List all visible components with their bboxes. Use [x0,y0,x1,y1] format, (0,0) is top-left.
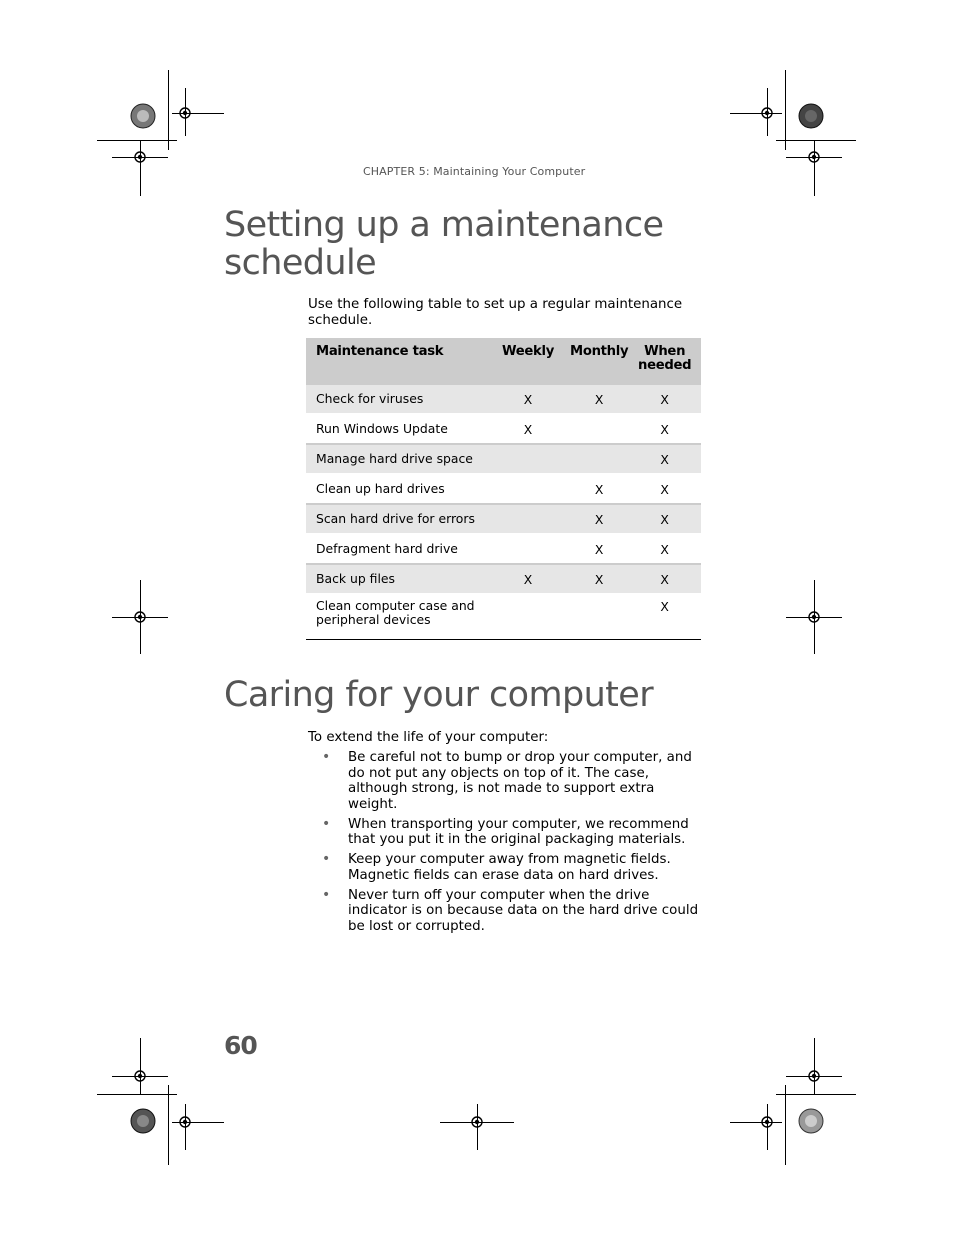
weekly-cell: X [486,564,570,594]
weekly-cell [486,444,570,474]
monthly-cell: X [570,534,628,564]
monthly-cell [570,594,628,640]
when-needed-cell: X [628,414,701,444]
crop-line [785,1085,786,1165]
header-when-needed [628,338,701,385]
registration-mark-icon [178,1115,192,1129]
weekly-cell [486,594,570,640]
header-when-line: needed [637,358,692,373]
crop-line [168,1085,169,1165]
task-cell: Clean up hard drives [306,474,486,504]
crop-line [776,140,856,141]
section-title-line: Setting up a maintenance [224,205,664,245]
table-row [306,474,701,504]
task-cell [306,594,486,640]
monthly-cell: X [570,385,628,414]
table-row [306,385,701,414]
task-cell: Defragment hard drive [306,534,486,564]
task-cell: Manage hard drive space [306,444,486,474]
monthly-cell [570,444,628,474]
weekly-cell [486,474,570,504]
bullet-icon: • [322,749,331,765]
care-tips-list [308,750,703,939]
section-intro: To extend the life of your computer: [308,730,549,745]
crop-line [97,1094,177,1095]
when-needed-cell: X [628,444,701,474]
registration-mark-icon [760,106,774,120]
crop-line [785,70,786,150]
weekly-cell: X [486,414,570,444]
color-bar-star-icon [130,103,156,129]
registration-mark-icon [178,106,192,120]
task-line: peripheral devices [316,612,431,627]
table-row [306,594,701,640]
header-monthly: Monthly [570,338,628,385]
bullet-icon: • [322,851,331,867]
bullet-icon: • [322,886,331,903]
crop-line [776,1094,856,1095]
monthly-cell [570,414,628,444]
header-when-line: When [644,344,686,359]
monthly-cell: X [570,504,628,534]
registration-mark-icon [807,1069,821,1083]
task-cell: Back up files [306,564,486,594]
color-bar-star-icon [798,103,824,129]
registration-mark-icon [760,1115,774,1129]
list-item-text: Keep your computer away from magnetic fields. Magnetic fields can erase data on hard drives. [348,852,671,883]
color-bar-star-icon [130,1108,156,1134]
table-row [306,564,701,594]
color-bar-star-icon [798,1108,824,1134]
crop-line [814,140,815,196]
when-needed-cell: X [628,534,701,564]
bullet-icon: • [322,815,331,832]
registration-mark-icon [133,150,147,164]
when-needed-cell: X [628,504,701,534]
list-item [308,817,703,848]
task-cell: Check for viruses [306,385,486,414]
table-row [306,444,701,474]
monthly-cell: X [570,474,628,504]
crop-line [140,140,141,196]
section-title-schedule [224,206,724,282]
crop-line [730,1122,782,1123]
header-maintenance-task: Maintenance task [306,338,486,385]
list-item-text: Be careful not to bump or drop your computer, and do not put any objects on top of it. The case, although strong, is not made to support extra weight. [348,750,692,812]
weekly-cell: X [486,385,570,414]
registration-mark-icon [807,150,821,164]
crop-line [168,70,169,150]
crop-line [97,140,177,141]
crop-line [730,113,782,114]
weekly-cell [486,534,570,564]
registration-mark-icon [133,1069,147,1083]
table-header-row [306,338,701,385]
section-title-caring: Caring for your computer [224,675,653,715]
list-item-text: When transporting your computer, we recommend that you put it in the original packaging materials. [348,816,689,847]
crop-line [814,1038,815,1094]
page-number: 60 [224,1031,257,1060]
registration-mark-icon [470,1115,484,1129]
list-item [308,750,703,812]
registration-mark-icon [807,610,821,624]
maintenance-schedule-table [306,338,701,640]
monthly-cell: X [570,564,628,594]
running-head: CHAPTER 5: Maintaining Your Computer [363,165,586,178]
list-item [308,852,703,883]
table-row [306,414,701,444]
when-needed-cell: X [628,594,701,640]
task-cell: Scan hard drive for errors [306,504,486,534]
list-item-text: Never turn off your computer when the drive indicator is on because data on the hard drive could be lost or corrupted. [348,887,699,934]
table-row [306,534,701,564]
registration-mark-icon [133,610,147,624]
header-weekly: Weekly [486,338,570,385]
list-item [308,888,703,935]
crop-line [140,1038,141,1094]
section-intro: Use the following table to set up a regular maintenance schedule. [308,297,683,328]
when-needed-cell: X [628,474,701,504]
when-needed-cell: X [628,564,701,594]
section-title-line: schedule [224,243,377,283]
task-line: Clean computer case and [316,598,475,613]
when-needed-cell: X [628,385,701,414]
task-cell: Run Windows Update [306,414,486,444]
weekly-cell [486,504,570,534]
table-row [306,504,701,534]
